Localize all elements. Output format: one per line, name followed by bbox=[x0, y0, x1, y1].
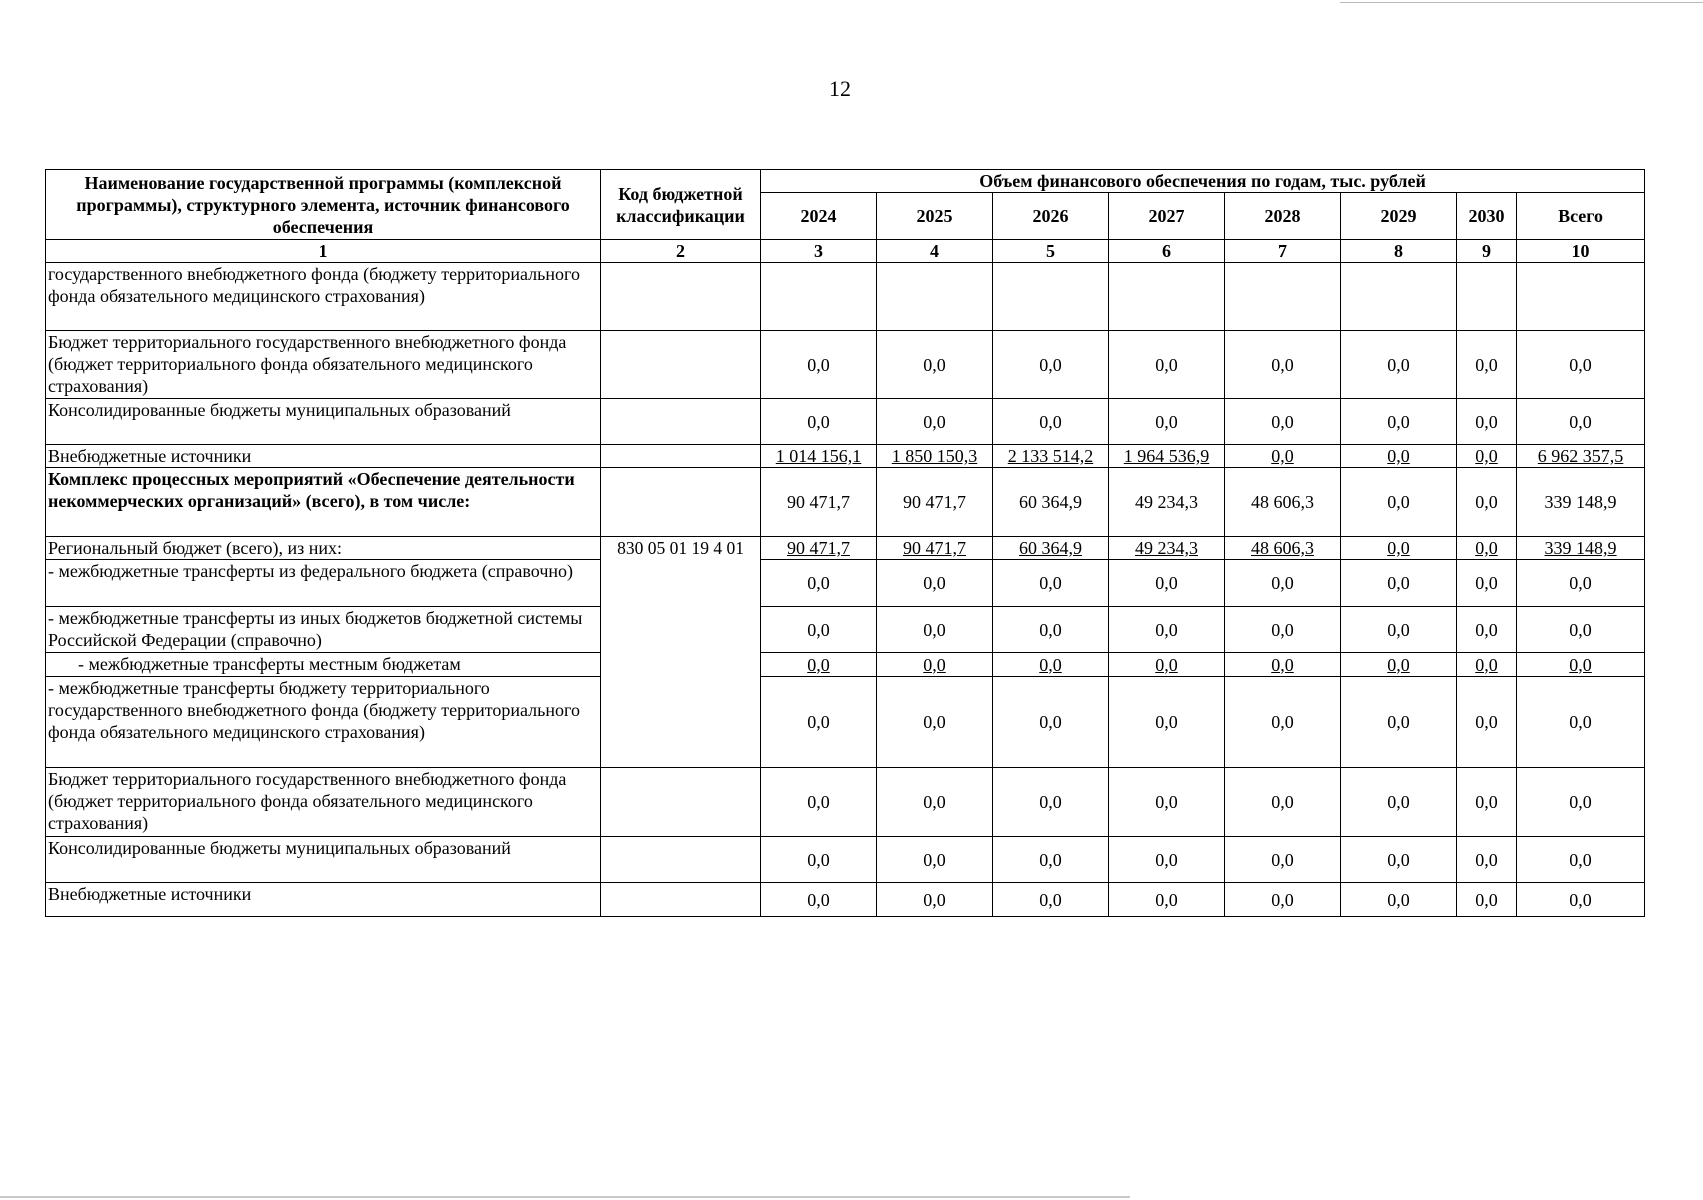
column-number: 7 bbox=[1225, 240, 1341, 263]
cell-value: 0,0 bbox=[1341, 768, 1457, 837]
cell-value: 0,0 bbox=[1341, 677, 1457, 768]
column-number: 9 bbox=[1457, 240, 1517, 263]
cell-value bbox=[1225, 445, 1341, 468]
table-row bbox=[46, 331, 1645, 399]
cell-value bbox=[761, 537, 877, 560]
row-name: государственного внебюджетного фонда (бюджету территориального фонда обязательного медицинского страхования) bbox=[46, 263, 601, 331]
cell-value: 0,0 bbox=[877, 768, 993, 837]
table-row bbox=[46, 653, 1645, 677]
cell-value-text: 49 234,3 bbox=[1135, 538, 1198, 558]
table-row bbox=[46, 537, 1645, 560]
cell-value: 0,0 bbox=[761, 399, 877, 445]
cell-value bbox=[761, 263, 877, 331]
cell-value bbox=[1517, 653, 1645, 677]
column-number: 5 bbox=[993, 240, 1109, 263]
cell-value bbox=[1341, 263, 1457, 331]
cell-value bbox=[1457, 537, 1517, 560]
table-row-complex bbox=[46, 468, 1645, 537]
cell-value: 0,0 bbox=[1109, 837, 1225, 883]
cell-value: 0,0 bbox=[1341, 468, 1457, 537]
cell-value: 0,0 bbox=[761, 837, 877, 883]
cell-value bbox=[1457, 653, 1517, 677]
cell-value bbox=[1225, 537, 1341, 560]
cell-value-text: 0,0 bbox=[1155, 654, 1178, 675]
cell-value: 0,0 bbox=[877, 560, 993, 607]
cell-value-text: 0,0 bbox=[1475, 654, 1498, 675]
table-row bbox=[46, 560, 1645, 607]
cell-value bbox=[1225, 263, 1341, 331]
cell-value: 0,0 bbox=[761, 768, 877, 837]
row-code bbox=[601, 883, 761, 917]
cell-value: 0,0 bbox=[1109, 560, 1225, 607]
cell-value: 0,0 bbox=[1457, 837, 1517, 883]
row-code bbox=[601, 468, 761, 537]
cell-value: 0,0 bbox=[1109, 883, 1225, 917]
cell-value bbox=[877, 653, 993, 677]
cell-value: 0,0 bbox=[1457, 331, 1517, 399]
header-year: 2027 bbox=[1109, 193, 1225, 240]
cell-value: 0,0 bbox=[993, 768, 1109, 837]
row-name: Консолидированные бюджеты муниципальных образований bbox=[46, 399, 601, 445]
column-number: 4 bbox=[877, 240, 993, 263]
cell-value: 0,0 bbox=[877, 607, 993, 653]
row-name: - межбюджетные трансферты из федерального бюджета (справочно) bbox=[46, 560, 601, 607]
row-name: Бюджет территориального государственного внебюджетного фонда (бюджет территориального фонда обязательного медицинского страхования) bbox=[46, 331, 601, 399]
cell-value: 0,0 bbox=[877, 883, 993, 917]
cell-value bbox=[1457, 263, 1517, 331]
cell-value: 0,0 bbox=[1517, 883, 1645, 917]
cell-value: 0,0 bbox=[1517, 560, 1645, 607]
cell-value: 0,0 bbox=[1457, 768, 1517, 837]
cell-value: 0,0 bbox=[993, 607, 1109, 653]
cell-value-text: 0,0 bbox=[1569, 654, 1592, 675]
cell-value: 0,0 bbox=[877, 837, 993, 883]
row-name: Бюджет территориального государственного внебюджетного фонда (бюджет территориального фонда обязательного медицинского страхования) bbox=[46, 768, 601, 837]
cell-value: 0,0 bbox=[993, 560, 1109, 607]
table-row bbox=[46, 607, 1645, 653]
cell-value-text: 0,0 bbox=[923, 654, 946, 675]
cell-value-text: 0,0 bbox=[1271, 446, 1294, 466]
column-number: 8 bbox=[1341, 240, 1457, 263]
table-row bbox=[46, 677, 1645, 768]
table-row bbox=[46, 445, 1645, 468]
cell-value: 0,0 bbox=[1457, 468, 1517, 537]
cell-value bbox=[993, 537, 1109, 560]
row-code bbox=[601, 445, 761, 468]
cell-value-text: 1 850 150,3 bbox=[891, 446, 978, 466]
table-row bbox=[46, 883, 1645, 917]
cell-value-text: 1 964 536,9 bbox=[1123, 446, 1210, 466]
cell-value: 0,0 bbox=[1517, 837, 1645, 883]
cell-value bbox=[877, 445, 993, 468]
cell-value: 0,0 bbox=[761, 677, 877, 768]
cell-value bbox=[877, 537, 993, 560]
header-year: 2024 bbox=[761, 193, 877, 240]
cell-value: 90 471,7 bbox=[761, 468, 877, 537]
header-year: 2025 bbox=[877, 193, 993, 240]
cell-value-text: 90 471,7 bbox=[787, 538, 850, 558]
cell-value bbox=[1109, 263, 1225, 331]
cell-value bbox=[993, 263, 1109, 331]
row-code bbox=[601, 263, 761, 331]
column-number: 1 bbox=[46, 240, 601, 263]
cell-value bbox=[1457, 445, 1517, 468]
cell-value bbox=[993, 445, 1109, 468]
cell-value bbox=[1109, 653, 1225, 677]
cell-value: 0,0 bbox=[1457, 399, 1517, 445]
cell-value: 0,0 bbox=[993, 837, 1109, 883]
cell-value: 90 471,7 bbox=[877, 468, 993, 537]
row-name: Консолидированные бюджеты муниципальных образований bbox=[46, 837, 601, 883]
cell-value: 0,0 bbox=[1457, 883, 1517, 917]
cell-value: 0,0 bbox=[1457, 677, 1517, 768]
cell-value: 60 364,9 bbox=[993, 468, 1109, 537]
cell-value bbox=[1517, 537, 1645, 560]
cell-value: 0,0 bbox=[1341, 607, 1457, 653]
header-year: 2028 bbox=[1225, 193, 1341, 240]
cell-value-text: 0,0 bbox=[1475, 446, 1498, 466]
cell-value: 0,0 bbox=[993, 677, 1109, 768]
table-row bbox=[46, 263, 1645, 331]
header-year: 2026 bbox=[993, 193, 1109, 240]
table-row bbox=[46, 768, 1645, 837]
cell-value: 0,0 bbox=[1109, 677, 1225, 768]
cell-value: 0,0 bbox=[1225, 883, 1341, 917]
cell-value: 0,0 bbox=[1109, 331, 1225, 399]
cell-value: 0,0 bbox=[1341, 883, 1457, 917]
header-name-column: Наименование государственной программы (комплексной программы), структурного элемента, источник финансового обеспечения bbox=[46, 170, 601, 240]
cell-value-text: 48 606,3 bbox=[1251, 538, 1314, 558]
cell-value-text: 0,0 bbox=[1271, 654, 1294, 675]
row-code: 830 05 01 19 4 01 bbox=[601, 537, 761, 768]
cell-value-text: 0,0 bbox=[1387, 654, 1410, 675]
cell-value: 0,0 bbox=[877, 399, 993, 445]
row-code bbox=[601, 837, 761, 883]
cell-value: 0,0 bbox=[1517, 399, 1645, 445]
cell-value bbox=[993, 653, 1109, 677]
cell-value: 48 606,3 bbox=[1225, 468, 1341, 537]
row-code bbox=[601, 331, 761, 399]
cell-value bbox=[1109, 445, 1225, 468]
cell-value: 0,0 bbox=[1225, 837, 1341, 883]
cell-value: 0,0 bbox=[1225, 331, 1341, 399]
cell-value: 0,0 bbox=[1517, 677, 1645, 768]
cell-value: 0,0 bbox=[993, 883, 1109, 917]
column-numbers-row bbox=[46, 240, 1645, 263]
row-name: Внебюджетные источники bbox=[46, 883, 601, 917]
column-number: 10 bbox=[1517, 240, 1645, 263]
cell-value: 0,0 bbox=[1225, 399, 1341, 445]
cell-value: 0,0 bbox=[761, 331, 877, 399]
row-name: - межбюджетные трансферты бюджету территориального государственного внебюджетного фонда (бюджету территориального фонда обязательного медицинского страхования) bbox=[46, 677, 601, 768]
cell-value: 0,0 bbox=[1517, 768, 1645, 837]
cell-value: 0,0 bbox=[1225, 768, 1341, 837]
cell-value bbox=[1109, 537, 1225, 560]
cell-value: 0,0 bbox=[993, 399, 1109, 445]
table-row bbox=[46, 399, 1645, 445]
cell-value: 0,0 bbox=[761, 607, 877, 653]
cell-value bbox=[1341, 653, 1457, 677]
cell-value: 0,0 bbox=[1517, 331, 1645, 399]
header-total: Всего bbox=[1517, 193, 1645, 240]
cell-value-text: 0,0 bbox=[1039, 654, 1062, 675]
cell-value: 0,0 bbox=[1225, 560, 1341, 607]
header-funding-group: Объем финансового обеспечения по годам, тыс. рублей bbox=[761, 170, 1645, 193]
cell-value-text: 2 133 514,2 bbox=[1007, 446, 1094, 466]
scan-edge-top bbox=[1340, 2, 1703, 3]
cell-value: 49 234,3 bbox=[1109, 468, 1225, 537]
cell-value: 0,0 bbox=[1517, 607, 1645, 653]
cell-value bbox=[1517, 445, 1645, 468]
cell-value: 0,0 bbox=[1341, 399, 1457, 445]
header-code-column: Код бюджетной классификации bbox=[601, 170, 761, 240]
cell-value-text: 0,0 bbox=[807, 654, 830, 675]
cell-value: 0,0 bbox=[1225, 607, 1341, 653]
cell-value: 0,0 bbox=[1341, 331, 1457, 399]
column-number: 2 bbox=[601, 240, 761, 263]
cell-value-text: 90 471,7 bbox=[903, 538, 966, 558]
cell-value: 0,0 bbox=[1341, 560, 1457, 607]
column-number: 3 bbox=[761, 240, 877, 263]
column-number: 6 bbox=[1109, 240, 1225, 263]
cell-value: 0,0 bbox=[1109, 399, 1225, 445]
header-year: 2030 bbox=[1457, 193, 1517, 240]
cell-value: 0,0 bbox=[761, 883, 877, 917]
cell-value bbox=[1225, 653, 1341, 677]
cell-value: 0,0 bbox=[1457, 607, 1517, 653]
row-code bbox=[601, 399, 761, 445]
cell-value bbox=[877, 263, 993, 331]
cell-value: 0,0 bbox=[1109, 607, 1225, 653]
cell-value: 0,0 bbox=[1457, 560, 1517, 607]
cell-value-text: 339 148,9 bbox=[1544, 538, 1617, 558]
cell-value: 0,0 bbox=[761, 560, 877, 607]
row-name: Комплекс процессных мероприятий «Обеспечение деятельности некоммерческих организаций» (всего), в том числе: bbox=[46, 468, 601, 537]
cell-value bbox=[761, 445, 877, 468]
cell-value: 0,0 bbox=[1225, 677, 1341, 768]
cell-value-text: 6 962 357,5 bbox=[1537, 446, 1624, 466]
row-code bbox=[601, 768, 761, 837]
row-name: Внебюджетные источники bbox=[46, 445, 601, 468]
cell-value-text: 0,0 bbox=[1387, 538, 1410, 558]
cell-value: 0,0 bbox=[1341, 837, 1457, 883]
cell-value bbox=[761, 653, 877, 677]
row-name: Региональный бюджет (всего), из них: bbox=[46, 537, 601, 560]
header-year: 2029 bbox=[1341, 193, 1457, 240]
cell-value: 0,0 bbox=[1109, 768, 1225, 837]
cell-value: 0,0 bbox=[993, 331, 1109, 399]
scan-edge-bottom bbox=[0, 1196, 1130, 1198]
table-row bbox=[46, 837, 1645, 883]
cell-value: 0,0 bbox=[877, 677, 993, 768]
cell-value-text: 1 014 156,1 bbox=[775, 446, 862, 466]
cell-value-text: 0,0 bbox=[1387, 446, 1410, 466]
row-name: - межбюджетные трансферты местным бюджетам bbox=[46, 653, 601, 677]
cell-value-text: 0,0 bbox=[1475, 538, 1498, 558]
budget-table bbox=[45, 169, 1645, 917]
page-number: 12 bbox=[829, 76, 851, 101]
row-name: - межбюджетные трансферты из иных бюджетов бюджетной системы Российской Федерации (справочно) bbox=[46, 607, 601, 653]
cell-value: 339 148,9 bbox=[1517, 468, 1645, 537]
cell-value-text: 60 364,9 bbox=[1019, 538, 1082, 558]
cell-value bbox=[1341, 445, 1457, 468]
cell-value bbox=[1341, 537, 1457, 560]
cell-value: 0,0 bbox=[877, 331, 993, 399]
cell-value bbox=[1517, 263, 1645, 331]
